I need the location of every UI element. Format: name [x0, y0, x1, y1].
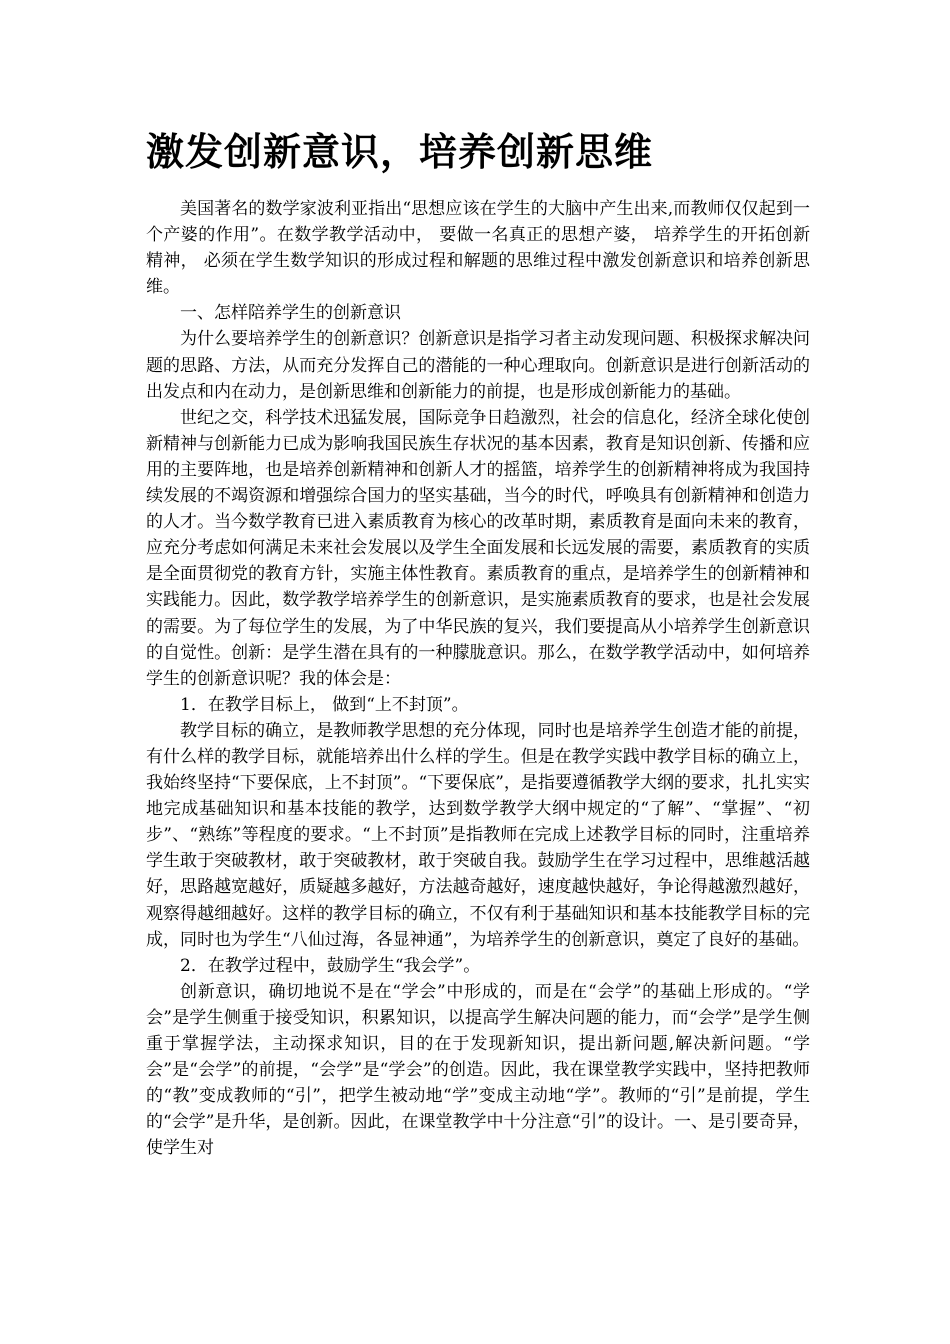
subheading-1: 1．在教学目标上， 做到“上不封顶”。 — [180, 694, 469, 715]
paragraph-intro: 美国著名的数学家波利亚指出“思想应该在学生的大脑中产生出来,而教师仅仅起到一个产婆的作用”。在数学教学活动中， 要做一名真正的思想产婆， 培养学生的开拓创新精神， 必须在学生数学知识的形成过程和解题的思维过程中激发创新意识和培养创新思维。 — [146, 199, 810, 298]
paragraph-process: 创新意识，确切地说不是在“学会”中形成的，而是在“会学”的基础上形成的。“学会”是学生侧重于接受知识，积累知识，以提高学生解决问题的能力，而“会学”是学生侧重于掌握学法，主动探求知识，目的在于发现新知识，提出新问题,解决新问题。“学会”是“会学”的前提，“会学”是“学会”的创造。因此，我在课堂教学实践中，坚持把教师的“教”变成教师的“引”，把学生被动地“学”变成主动地“学”。教师的“引”是前提，学生的“会学”是升华，是创新。因此，在课堂教学中十分注意“引”的设计。一、是引要奇异，使学生对 — [146, 981, 810, 1159]
paragraph-goals: 教学目标的确立，是教师教学思想的充分体现，同时也是培养学生创造才能的前提，有什么样的教学目标，就能培养出什么样的学生。但是在教学实践中教学目标的确立上，我始终坚持“下要保底，上不封顶”。“下要保底”，是指要遵循教学大纲的要求，扎扎实实地完成基础知识和基本技能的教学，达到数学教学大纲中规定的“了解”、“掌握”、“初步”、“熟练”等程度的要求。“上不封顶”是指教师在完成上述教学目标的同时，注重培养学生敢于突破教材，敢于突破教材，敢于突破自我。鼓励学生在学习过程中，思维越活越好，思路越宽越好，质疑越多越好，方法越奇越好，速度越快越好，争论得越激烈越好，观察得越细越好。这样的教学目标的确立，不仅有利于基础知识和基本技能教学目标的完成，同时也为学生“八仙过海，各显神通”，为培养学生的创新意识，奠定了良好的基础。 — [146, 720, 810, 950]
subheading-2: 2．在教学过程中，鼓励学生“我会学”。 — [180, 955, 481, 976]
document-title: 激发创新意识，培养创新思维 — [146, 129, 654, 174]
document-body — [146, 196, 810, 1161]
section-heading-1: 一、怎样陪养学生的创新意识 — [180, 303, 401, 324]
paragraph-why: 为什么要培养学生的创新意识？创新意识是指学习者主动发现问题、积极探求解决问题的思路、方法，从而充分发挥自己的潜能的一种心理取向。创新意识是进行创新活动的出发点和内在动力，是创新思维和创新能力的前提，也是形成创新能力的基础。 — [146, 329, 810, 402]
paragraph-century: 世纪之交，科学技术迅猛发展，国际竞争日趋激烈，社会的信息化，经济全球化使创新精神与创新能力已成为影响我国民族生存状况的基本因素，教育是知识创新、传播和应用的主要阵地，也是培养创新精神和创新人才的摇篮，培养学生的创新精神将成为我国持续发展的不竭资源和增强综合国力的坚实基础，当今的时代，呼唤具有创新精神和创造力的人才。当今数学教育已进入素质教育为核心的改革时期，素质教育是面向未来的教育，应充分考虑如何满足未来社会发展以及学生全面发展和长远发展的需要，素质教育的实质是全面贯彻党的教育方针，实施主体性教育。素质教育的重点，是培养学生的创新精神和实践能力。因此，数学教学培养学生的创新意识，是实施素质教育的要求，也是社会发展的需要。为了每位学生的发展，为了中华民族的复兴，我们要提高从小培养学生创新意识的自觉性。创新：是学生潜在具有的一种朦胧意识。那么，在数学教学活动中，如何培养学生的创新意识呢？我的体会是： — [146, 407, 810, 689]
